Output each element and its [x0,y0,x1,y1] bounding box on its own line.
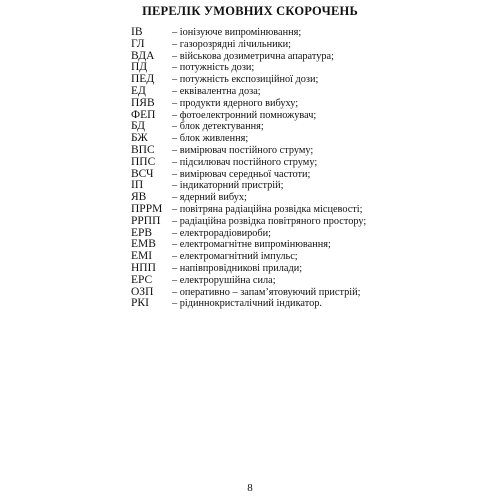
abbreviation-definition: – електромагнітний імпульс; [172,251,298,263]
abbreviation-row [131,192,471,204]
abbreviation-definition: – фотоелектронний помножувач; [172,109,317,121]
abbreviation-term: ЕД [131,84,146,97]
abbreviation-definition: – потужність дози; [172,62,255,74]
abbreviation-row [131,74,471,86]
abbreviation-term: РКІ [131,297,149,310]
abbreviation-term: ІП [131,179,144,192]
abbreviation-term: РРПП [131,214,161,227]
abbreviation-row [131,216,471,228]
abbreviation-row [131,157,471,169]
abbreviation-term: ВСЧ [131,167,154,180]
abbreviation-row [131,98,471,110]
abbreviation-row [131,110,471,122]
abbreviation-term: ПЯВ [131,96,155,109]
abbreviation-definition: – вимірювач постійного струму; [172,144,314,156]
abbreviation-row [131,298,471,310]
abbreviation-definition: – повітряна радіаційна розвідка місцевості; [172,203,363,215]
abbreviation-definition: – електромагнітне випромінювання; [172,239,331,251]
abbreviation-row [131,145,471,157]
abbreviation-row [131,239,471,251]
abbreviation-row [131,121,471,133]
abbreviation-term: ЕРС [131,273,153,286]
abbreviation-definition: – еквівалентна доза; [172,85,261,97]
abbreviation-definition: – іонізуюче випромінювання; [172,27,302,38]
abbreviation-definition: – електрорушійна сила; [172,274,276,286]
abbreviation-definition: – ядерний вибух; [172,192,247,204]
abbreviation-definition: – радіаційна розвідка повітряного простору; [172,215,367,227]
abbreviation-definition: – оперативно – запам’ятовуючий пристрій; [172,286,361,298]
abbreviation-term: ППС [131,155,156,168]
abbreviation-term: ОЗП [131,285,154,298]
abbreviation-definition: – блок живлення; [172,133,249,145]
abbreviation-row [131,86,471,98]
abbreviation-row [131,204,471,216]
abbreviation-definition: – індикаторний пристрій; [172,180,284,192]
abbreviation-row [131,228,471,240]
abbreviation-term: НПП [131,261,156,274]
abbreviation-term: ФЕП [131,108,156,121]
abbreviation-row [131,180,471,192]
abbreviation-definition: – вимірювач середньої частоти; [172,168,311,180]
abbreviation-row [131,169,471,181]
abbreviation-term: ЕРВ [131,226,153,239]
abbreviation-term: ГЛ [131,37,145,50]
abbreviation-term: ПРРМ [131,202,163,215]
abbreviation-term: ЯВ [131,191,147,204]
abbreviation-term: ВДА [131,49,155,62]
abbreviation-row [131,51,471,63]
abbreviation-row [131,251,471,263]
abbreviation-term: ЕМІ [131,250,153,263]
abbreviation-row [131,275,471,287]
abbreviation-term: ЕМВ [131,238,156,251]
abbreviation-row [131,287,471,299]
page-title: ПЕРЕЛІК УМОВНИХ СКОРОЧЕНЬ [142,4,358,18]
page-number: 8 [247,482,253,494]
abbreviation-term: БД [131,120,146,133]
abbreviation-definition: – блок детектування; [172,121,264,133]
abbreviation-term: БЖ [131,132,148,145]
abbreviation-definition: – газорозрядні лічильники; [172,38,292,50]
abbreviation-term: ВПС [131,143,155,156]
abbreviation-definition: – рідиннокристалічний індикатор. [172,298,322,310]
abbreviation-term: ПД [131,61,148,74]
abbreviation-row [131,27,471,39]
abbreviation-term: ПЕД [131,73,155,86]
abbreviation-definition: – підсилювач постійного струму; [172,156,318,168]
abbreviation-row [131,263,471,275]
abbreviation-definition: – електрорадіовироби; [172,227,272,239]
abbreviation-row [131,39,471,51]
abbreviation-row [131,62,471,74]
abbreviation-definition: – напівпровідникові прилади; [172,262,303,274]
abbreviation-definition: – військова дозиметрична апаратура; [172,50,334,62]
abbreviation-definition: – потужність експозиційної дози; [172,74,319,86]
abbreviation-term: ІВ [131,26,143,38]
abbreviation-definition: – продукти ядерного вибуху; [172,97,299,109]
abbreviation-list [131,27,471,310]
abbreviation-row [131,133,471,145]
